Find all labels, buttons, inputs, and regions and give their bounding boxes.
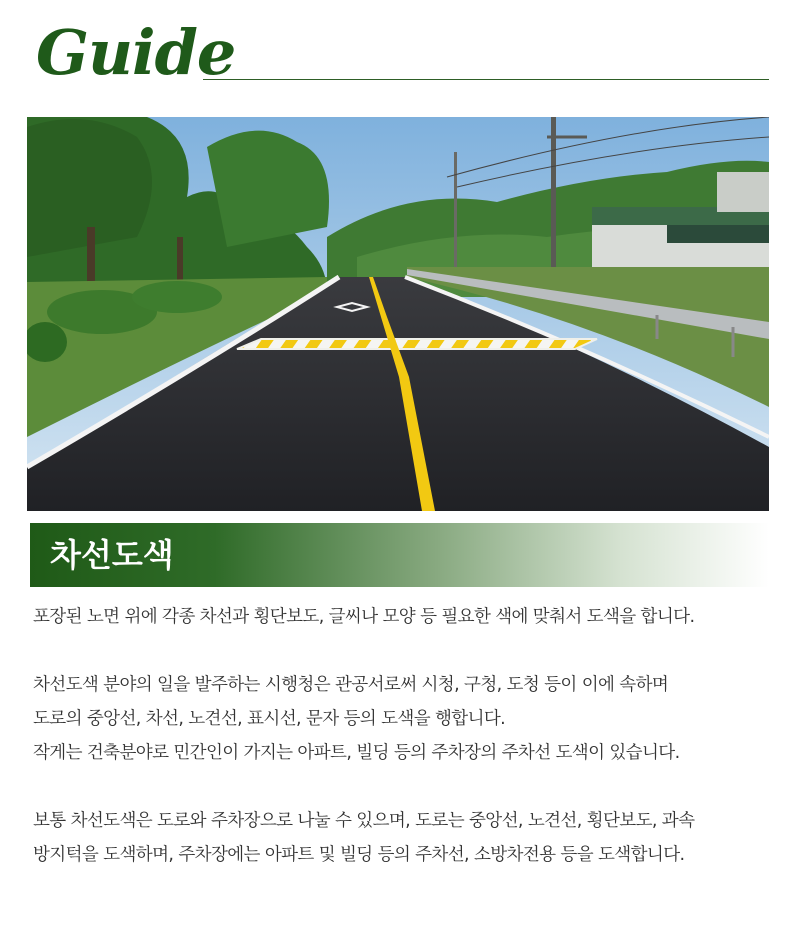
text-line: 차선도색 분야의 일을 발주하는 시행청은 관공서로써 시청, 구청, 도청 등이 이에 속하며 — [33, 675, 669, 695]
title-divider — [203, 79, 769, 80]
road-photo — [27, 117, 769, 511]
text-line: 작게는 건축분야로 민간인이 가지는 아파트, 빌딩 등의 주차장의 주차선 도색이 있습니다. — [33, 743, 680, 763]
body-text — [33, 600, 783, 906]
paragraph — [33, 804, 783, 872]
text-line: 보통 차선도색은 도로와 주차장으로 나눌 수 있으며, 도로는 중앙선, 노견선, 횡단보도, 과속 — [33, 811, 695, 831]
paragraph — [33, 668, 783, 770]
section-banner — [30, 523, 769, 587]
page-header — [0, 0, 800, 110]
section-title: 차선도색 — [50, 536, 174, 574]
text-line: 도로의 중앙선, 차선, 노견선, 표시선, 문자 등의 도색을 행합니다. — [33, 709, 506, 729]
page-title: Guide — [36, 16, 236, 89]
text-line: 포장된 노면 위에 각종 차선과 횡단보도, 글씨나 모양 등 필요한 색에 맞춰서 도색을 합니다. — [33, 607, 695, 627]
paragraph — [33, 600, 783, 634]
text-line: 방지턱을 도색하며, 주차장에는 아파트 및 빌딩 등의 주차선, 소방차전용 등을 도색합니다. — [33, 845, 685, 865]
